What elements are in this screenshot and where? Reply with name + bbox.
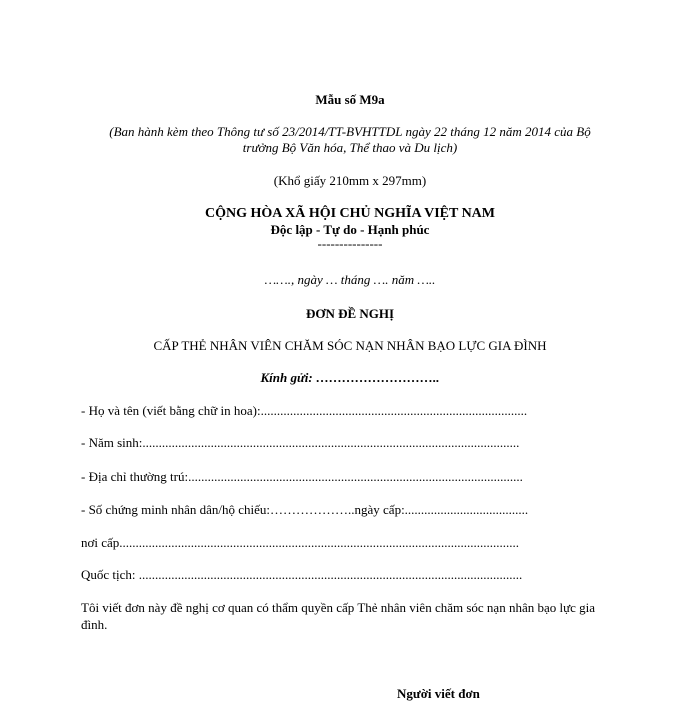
field-full-name: - Họ và tên (viết bằng chữ in hoa):.................................................................................. [81,403,528,418]
motto-divider: --------------- [317,236,383,251]
issued-note-line2: trưởng Bộ Văn hóa, Thể thao và Du lịch) [242,140,458,155]
field-issue-place: nơi cấp........................................................................................................................... [81,535,520,550]
date-line: ……., ngày … tháng …. năm ….. [264,272,436,287]
field-address: - Địa chỉ thường trú:....................................................................................................... [81,469,523,484]
document-subtitle: CẤP THẺ NHÂN VIÊN CHĂM SÓC NẠN NHÂN BẠO LỰC GIA ĐÌNH [153,338,547,353]
field-birth-year: - Năm sinh:.................................................................................................................... [81,435,520,450]
national-title: CỘNG HÒA XÃ HỘI CHỦ NGHĨA VIỆT NAM [204,206,495,221]
form-number: Mẫu số M9a [315,92,385,107]
paper-size-note: (Khổ giấy 210mm x 297mm) [273,173,427,188]
national-motto: Độc lập - Tự do - Hạnh phúc [270,222,430,237]
field-nationality: Quốc tịch: ...................................................................................................................... [81,567,523,582]
request-paragraph: Tôi viết đơn này đề nghị cơ quan có thẩm quyền cấp Thẻ nhân viên chăm sóc nạn nhân bạo lực gia đình. [81,600,596,632]
document-title: ĐƠN ĐỀ NGHỊ [305,306,395,321]
issued-note-line1: (Ban hành kèm theo Thông tư số 23/2014/TT-BVHTTDL ngày 22 tháng 12 năm 2014 của Bộ [109,124,591,139]
field-id-number: - Số chứng minh nhân dân/hộ chiếu:………………..ngày cấp:...................................... [81,502,529,517]
signature-label: Người viết đơn [397,686,480,701]
recipient-line: Kính gửi: ……………………….. [260,370,440,385]
